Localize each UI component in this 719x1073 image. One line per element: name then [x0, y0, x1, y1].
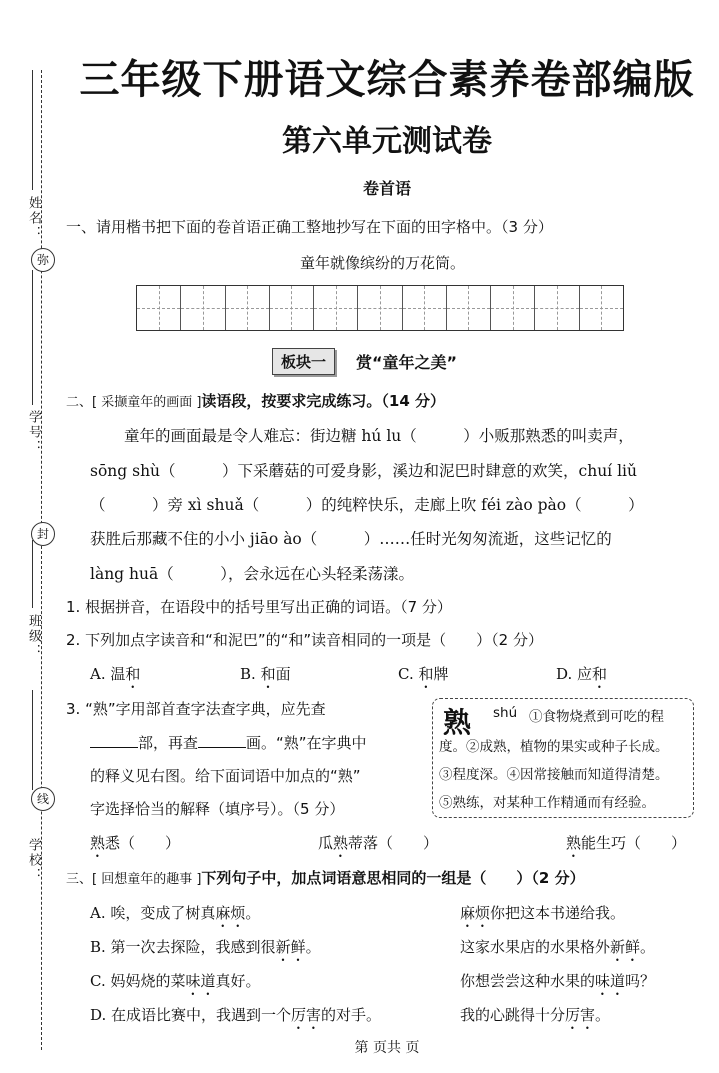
q3-prompt-text: 下列句子中，加点词语意思相同的一组是（ ）（2 分）	[201, 869, 585, 887]
sub2-option-d[interactable]	[556, 663, 607, 692]
sub2-option-a[interactable]	[90, 663, 140, 692]
q3-prompt	[66, 867, 585, 888]
option-rest: 牌	[433, 665, 449, 683]
name-blank[interactable]	[32, 70, 33, 190]
passage-line: sōng shù（ ）下采蘑菇的可爱身影，溪边和泥巴时肆意的欢笑，chuí liǔ	[90, 462, 637, 480]
dictionary-pinyin: shú	[493, 705, 518, 721]
section-title: 卷首语	[362, 179, 411, 198]
grid-cell[interactable]	[403, 286, 447, 330]
q2-prompt-text: 读语段，按要求完成练习。（14 分）	[201, 392, 446, 410]
grid-cell[interactable]	[580, 286, 623, 330]
definition-line: ⑤熟练，对某种工作精通而有经验。	[439, 795, 655, 811]
q3-tag: 三、[ 回想童年的趣事 ]	[66, 872, 202, 887]
grid-cell[interactable]	[535, 286, 579, 330]
name-label: 姓名：	[26, 196, 41, 241]
sub3-word[interactable]: 熟能生巧（ ）	[566, 834, 687, 852]
q3-option-d-right: 我的心跳得十分厉害。	[460, 1006, 611, 1024]
grid-cell[interactable]	[181, 286, 225, 330]
grid-cell[interactable]	[270, 286, 314, 330]
sub3-line-4: 字选择恰当的解释（填序号）。（5 分）	[90, 800, 345, 818]
seal-feng: 封	[31, 522, 55, 546]
school-blank[interactable]	[32, 690, 33, 790]
option-label: A. 温	[90, 665, 126, 683]
dotted-char: 熟	[566, 834, 582, 852]
sub3-word[interactable]: 瓜熟蒂落（ ）	[318, 834, 439, 852]
class-label: 班级：	[26, 614, 41, 659]
dotted-char: 和	[592, 665, 608, 683]
option-label: B.	[240, 665, 261, 683]
q3-option-a-right: 麻烦你把这本书递给我。	[460, 904, 626, 922]
sub2-option-b[interactable]	[240, 663, 291, 692]
sub3-line-3: 的释义见右图。给下面词语中加点的“熟”	[90, 767, 361, 785]
grid-cell[interactable]	[314, 286, 358, 330]
q3-option-c-right: 你想尝尝这种水果的味道吗？	[460, 972, 656, 990]
sub2-option-c[interactable]	[398, 663, 449, 692]
grid-cell[interactable]	[358, 286, 402, 330]
tianzige-grid[interactable]	[136, 285, 624, 331]
q1-prompt: 一、请用楷书把下面的卷首语正确工整地抄写在下面的田字格中。（3 分）	[66, 218, 553, 236]
block-badge: 板块一	[272, 348, 335, 375]
q3-option-c-left[interactable]: C. 妈妈烧的菜味道真好。	[90, 972, 261, 990]
passage-line: 童年的画面最是令人难忘：街边糖 hú lu（ ）小贩那熟悉的叫卖声，	[124, 427, 634, 445]
grid-cell[interactable]	[447, 286, 491, 330]
q1-sentence: 童年就像缤纷的万花筒。	[300, 254, 466, 272]
definition-line: ③程度深。④因常接触而知道得清楚。	[439, 767, 669, 783]
seal-xian: 线	[31, 787, 55, 811]
sub3-line-1: 3. “熟”字用部首查字法查字典，应先查	[66, 700, 326, 718]
school-label: 学校：	[26, 838, 41, 883]
sub3-word[interactable]: 熟悉（ ）	[90, 834, 181, 852]
q2-sub1: 1. 根据拼音，在语段中的括号里写出正确的词语。（7 分）	[66, 598, 452, 616]
student-id-label: 学号：	[26, 410, 41, 455]
student-id-blank[interactable]	[32, 270, 33, 405]
q3-option-d-left[interactable]: D. 在成语比赛中，我遇到一个厉害的对手。	[90, 1006, 382, 1024]
class-blank[interactable]	[32, 540, 33, 608]
seal-mi: 弥	[31, 248, 55, 272]
q2-sub2: 2. 下列加点字读音和“和泥巴”的“和”读音相同的一项是（ ）（2 分）	[66, 631, 543, 649]
passage-line: （ ）旁 xì shuǎ（ ）的纯粹快乐，走廊上吹 féi zào pào（ ）	[90, 496, 644, 514]
dotted-char: 和	[418, 665, 434, 683]
q3-option-b-left[interactable]: B. 第一次去探险，我感到很新鲜。	[90, 938, 321, 956]
page-footer: 第 页共 页	[354, 1040, 420, 1056]
dotted-char: 熟	[333, 834, 349, 852]
q2-tag: 二、[ 采撷童年的画面 ]	[66, 395, 202, 410]
page-title: 三年级下册语文综合素养卷部编版	[79, 57, 695, 103]
stroke-count-blank[interactable]	[198, 747, 246, 748]
q3-option-b-right: 这家水果店的水果格外新鲜。	[460, 938, 656, 956]
passage-line: 获胜后那藏不住的小小 jiāo ào（ ）……任时光匆匆流逝，这些记忆的	[90, 530, 612, 548]
definition-line: 度。②成熟，植物的果实或种子长成。	[439, 739, 669, 755]
option-label: D. 应	[556, 665, 593, 683]
grid-cell[interactable]	[226, 286, 270, 330]
dotted-char: 熟	[90, 834, 106, 852]
page-subtitle: 第六单元测试卷	[282, 124, 492, 159]
option-rest: 面	[275, 665, 291, 683]
option-label: C.	[398, 665, 419, 683]
q3-option-a-left[interactable]: A. 唉，变成了树真麻烦。	[90, 904, 261, 922]
dotted-char: 和	[125, 665, 141, 683]
grid-cell[interactable]	[137, 286, 181, 330]
sub3-line-2: 部，再查 画。“熟”在字典中	[90, 732, 367, 753]
dictionary-char: 熟	[443, 706, 472, 739]
q2-prompt	[66, 390, 445, 411]
definition-line: ①食物烧煮到可吃的程	[529, 709, 664, 725]
dotted-char: 和	[260, 665, 276, 683]
radical-blank[interactable]	[90, 747, 138, 748]
grid-cell[interactable]	[491, 286, 535, 330]
passage-line: làng huā（ ），会永远在心头轻柔荡漾。	[90, 565, 414, 583]
dictionary-box	[432, 698, 694, 818]
block-title: 赏“童年之美”	[356, 353, 458, 372]
